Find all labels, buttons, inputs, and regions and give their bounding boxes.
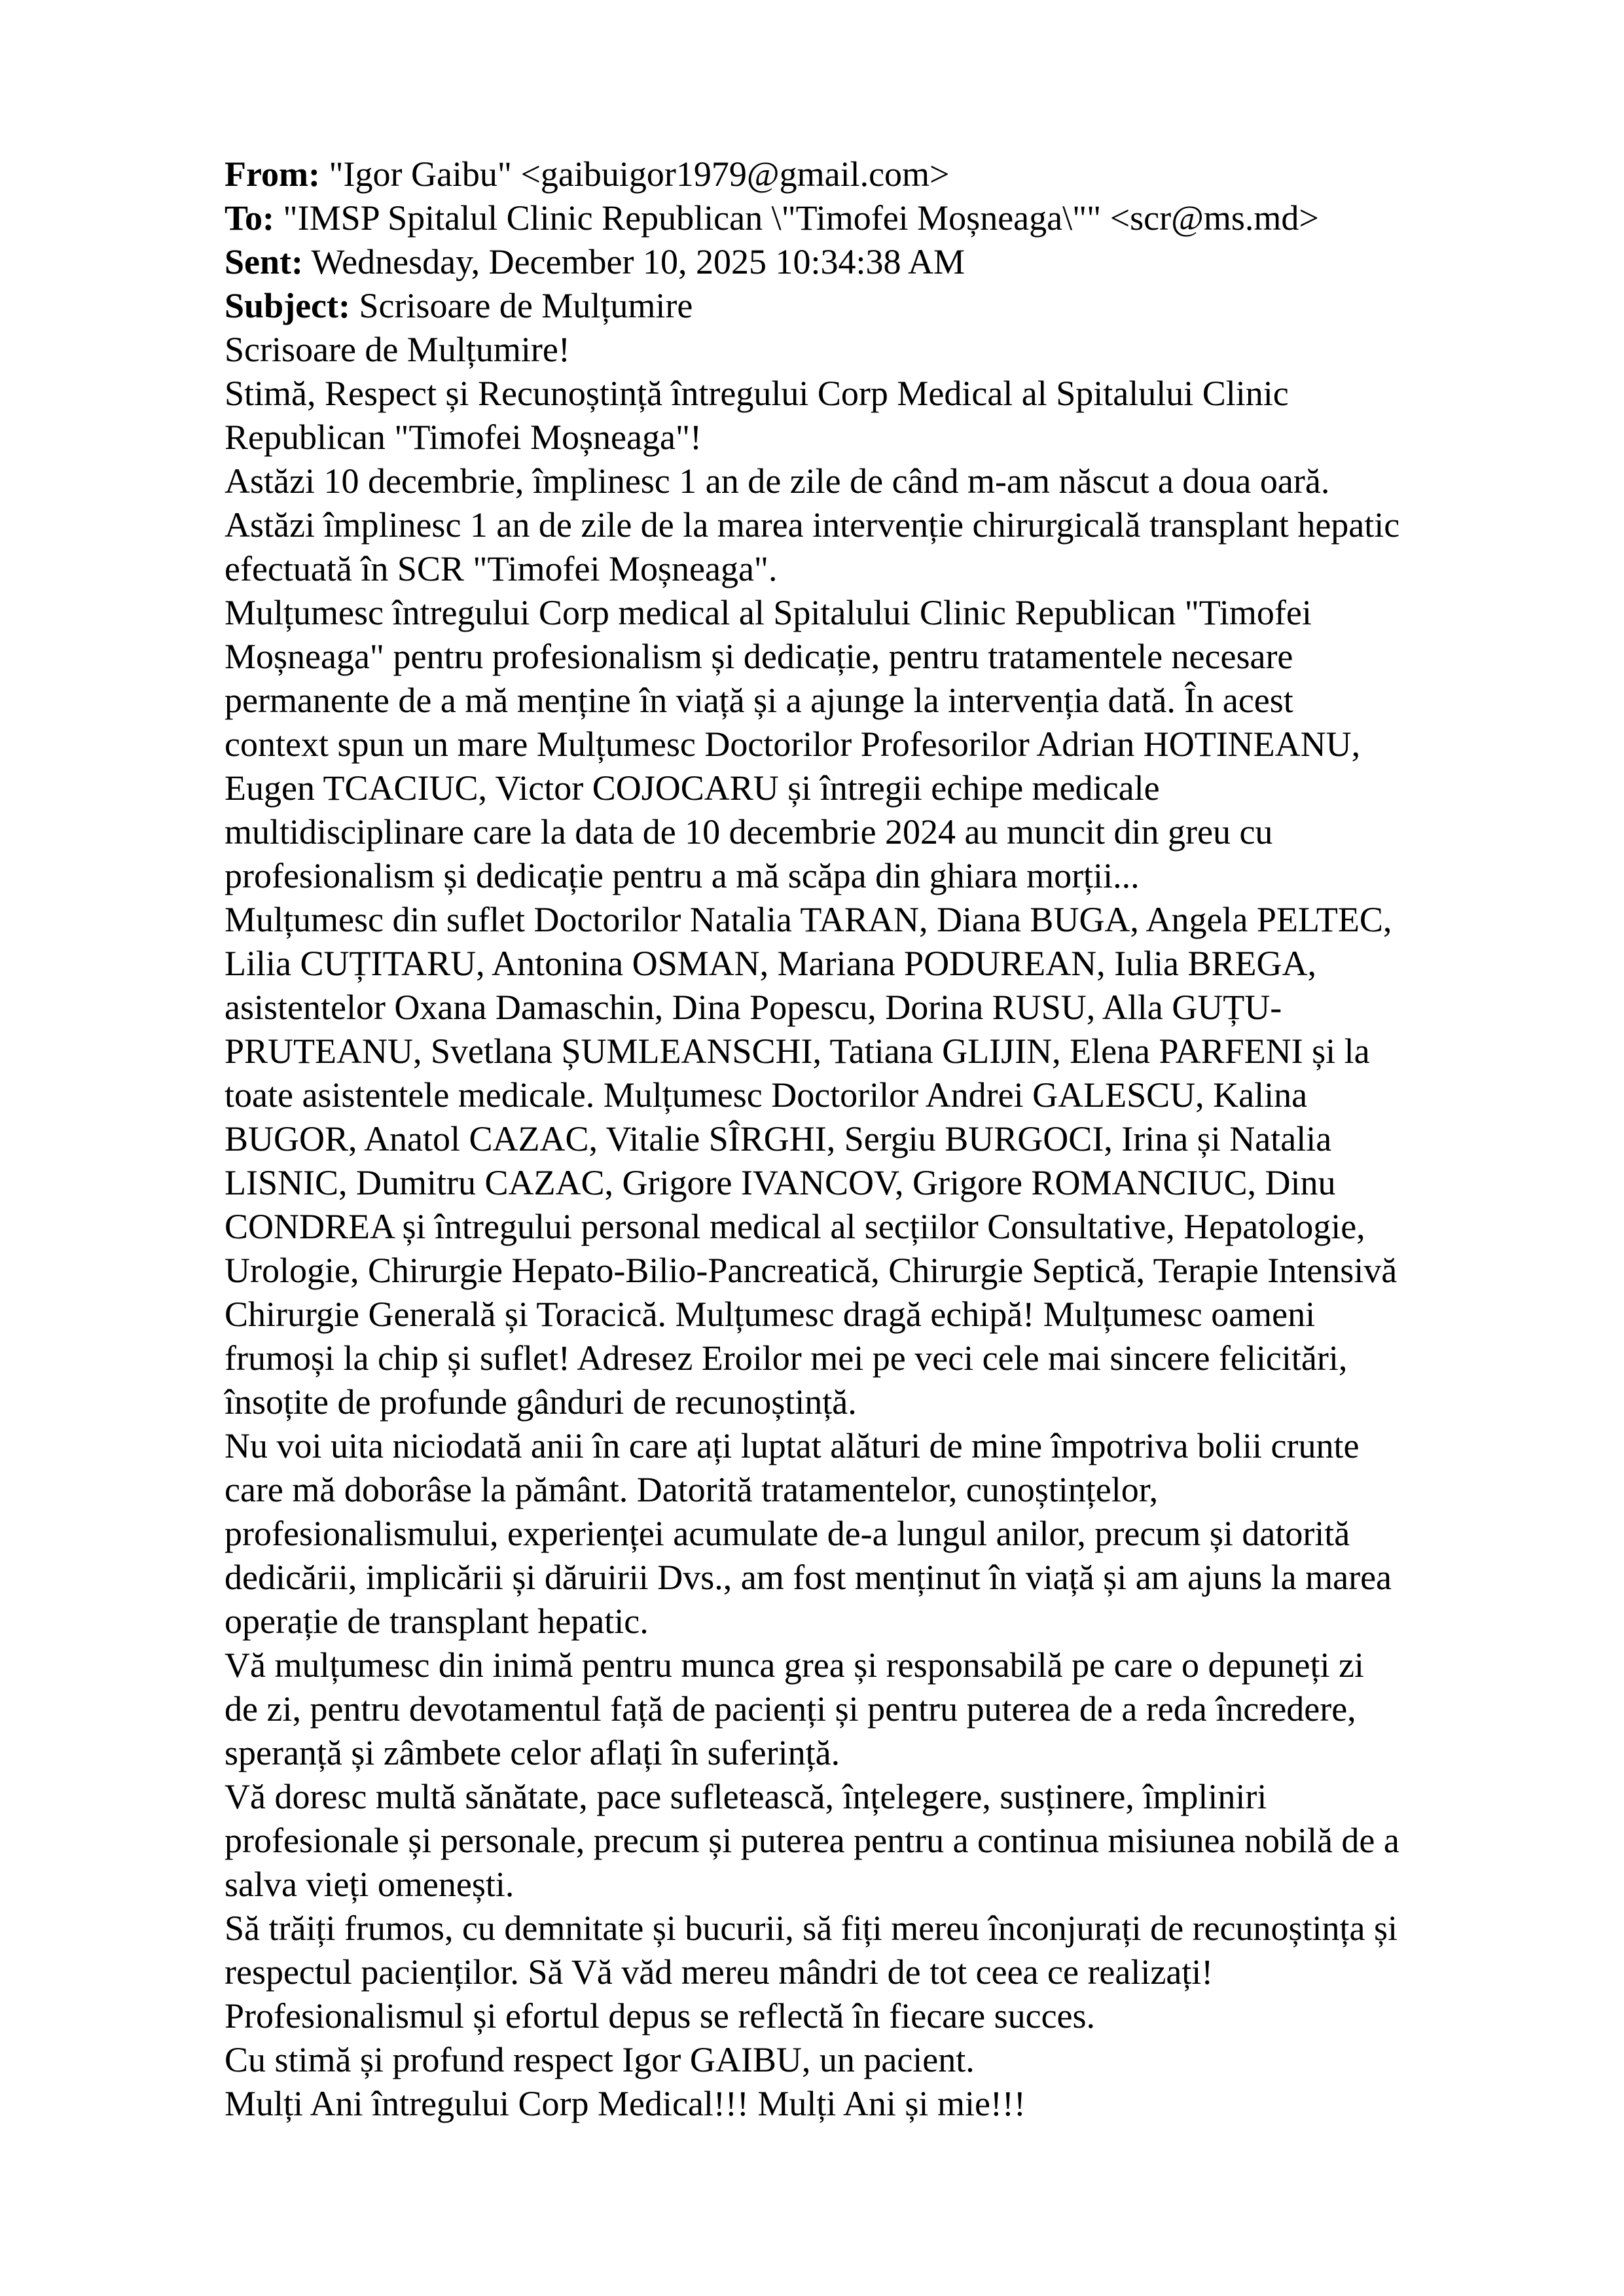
header-field-label: To: bbox=[225, 198, 275, 238]
header-field-sent bbox=[225, 240, 1545, 284]
email-body bbox=[225, 328, 1545, 2126]
header-field-value: "Igor Gaibu" <gaibuigor1979@gmail.com> bbox=[329, 154, 950, 194]
body-line: CONDREA și întregului personal medical al secțiilor Consultative, Hepatologie, bbox=[225, 1207, 1365, 1246]
body-line: Lilia CUȚITARU, Antonina OSMAN, Mariana PODUREAN, Iulia BREGA, bbox=[225, 944, 1317, 983]
body-line: permanente de a mă menține în viață și a ajunge la intervenția dată. În acest bbox=[225, 681, 1293, 720]
body-line: speranță și zâmbete celor aflați în suferință. bbox=[225, 1733, 840, 1772]
body-line: Vă mulțumesc din inimă pentru munca grea și responsabilă pe care o depuneți zi bbox=[225, 1645, 1364, 1685]
body-line: Eugen TCACIUC, Victor COJOCARU și întregii echipe medicale bbox=[225, 768, 1160, 808]
body-line: multidisciplinare care la data de 10 decembrie 2024 au muncit din greu cu bbox=[225, 812, 1273, 852]
body-line: Astăzi împlinesc 1 an de zile de la marea intervenție chirurgicală transplant hepatic bbox=[225, 505, 1400, 545]
body-line: PRUTEANU, Svetlana ȘUMLEANSCHI, Tatiana GLIJIN, Elena PARFENI și la bbox=[225, 1031, 1370, 1071]
body-line: care mă doborâse la pământ. Datorită tratamentelor, cunoștințelor, bbox=[225, 1470, 1159, 1509]
body-line: Urologie, Chirurgie Hepato-Bilio-Pancreatică, Chirurgie Septică, Terapie Intensivă bbox=[225, 1251, 1398, 1290]
header-field-value: Scrisoare de Mulțumire bbox=[359, 286, 693, 325]
header-field-to bbox=[225, 196, 1545, 240]
body-line: însoțite de profunde gânduri de recunoștință. bbox=[225, 1382, 857, 1422]
body-line: dedicării, implicării și dăruirii Dvs., am fost menținut în viață și am ajuns la marea bbox=[225, 1558, 1392, 1597]
header-field-value: "IMSP Spitalul Clinic Republican \"Timofei Moșneaga\"" <scr@ms.md> bbox=[283, 198, 1319, 238]
email-header bbox=[225, 152, 1545, 328]
body-line: operație de transplant hepatic. bbox=[225, 1602, 649, 1641]
body-line: Stimă, Respect și Recunoștință întregului Corp Medical al Spitalului Clinic bbox=[225, 374, 1289, 413]
body-line: Mulțumesc din suflet Doctorilor Natalia TARAN, Diana BUGA, Angela PELTEC, bbox=[225, 900, 1392, 939]
body-line: Scrisoare de Mulțumire! bbox=[225, 330, 570, 369]
header-field-subject bbox=[225, 284, 1545, 328]
body-line: Republican "Timofei Moșneaga"! bbox=[225, 418, 702, 457]
header-field-label: From: bbox=[225, 154, 320, 194]
header-field-value: Wednesday, December 10, 2025 10:34:38 AM bbox=[311, 242, 965, 281]
header-field-from bbox=[225, 152, 1545, 196]
body-line: Nu voi uita niciodată anii în care ați luptat alături de mine împotriva bolii crunte bbox=[225, 1426, 1360, 1465]
body-line: Chirurgie Generală și Toracică. Mulțumesc dragă echipă! Mulțumesc oameni bbox=[225, 1295, 1316, 1334]
body-line: salva vieți omenești. bbox=[225, 1865, 514, 1904]
header-field-label: Subject: bbox=[225, 286, 350, 325]
body-line: Vă doresc multă sănătate, pace sufletească, înțelegere, susținere, împliniri bbox=[225, 1777, 1267, 1816]
body-line: context spun un mare Mulțumesc Doctorilor Profesorilor Adrian HOTINEANU, bbox=[225, 725, 1361, 764]
body-line: asistentelor Oxana Damaschin, Dina Popescu, Dorina RUSU, Alla GUȚU- bbox=[225, 988, 1282, 1027]
header-field-label: Sent: bbox=[225, 242, 303, 281]
body-line: de zi, pentru devotamentul față de pacienți și pentru puterea de a reda încredere, bbox=[225, 1689, 1356, 1729]
body-line: frumoși la chip și suflet! Adresez Eroilor mei pe veci cele mai sincere felicitări, bbox=[225, 1338, 1348, 1378]
body-line: profesionale și personale, precum și puterea pentru a continua misiunea nobilă de a bbox=[225, 1821, 1399, 1860]
body-line: respectul pacienților. Să Vă văd mereu mândri de tot ceea ce realizați! bbox=[225, 1952, 1214, 1992]
body-line: LISNIC, Dumitru CAZAC, Grigore IVANCOV, Grigore ROMANCIUC, Dinu bbox=[225, 1163, 1336, 1202]
body-line: toate asistentele medicale. Mulțumesc Doctorilor Andrei GALESCU, Kalina bbox=[225, 1075, 1308, 1115]
email-content bbox=[225, 152, 1545, 2126]
body-line: Mulți Ani întregului Corp Medical!!! Mulți Ani și mie!!! bbox=[225, 2084, 1026, 2123]
body-line: Profesionalismul și efortul depus se reflectă în fiecare succes. bbox=[225, 1996, 1096, 2036]
body-line: Astăzi 10 decembrie, împlinesc 1 an de zile de când m-am născut a doua oară. bbox=[225, 461, 1330, 501]
body-line: Cu stimă și profund respect Igor GAIBU, un pacient. bbox=[225, 2040, 975, 2079]
body-line: efectuată în SCR "Timofei Moșneaga". bbox=[225, 549, 778, 588]
body-line: profesionalism și dedicație pentru a mă scăpa din ghiara morții... bbox=[225, 856, 1140, 895]
body-line: Moșneaga" pentru profesionalism și dedicație, pentru tratamentele necesare bbox=[225, 637, 1293, 676]
body-line: Să trăiți frumos, cu demnitate și bucurii, să fiți mereu înconjurați de recunoștința și bbox=[225, 1909, 1398, 1948]
body-line: Mulțumesc întregului Corp medical al Spitalului Clinic Republican "Timofei bbox=[225, 593, 1312, 632]
body-line: profesionalismului, experienței acumulate de-a lungul anilor, precum și datorită bbox=[225, 1514, 1350, 1553]
body-line: BUGOR, Anatol CAZAC, Vitalie SÎRGHI, Sergiu BURGOCI, Irina și Natalia bbox=[225, 1119, 1332, 1158]
